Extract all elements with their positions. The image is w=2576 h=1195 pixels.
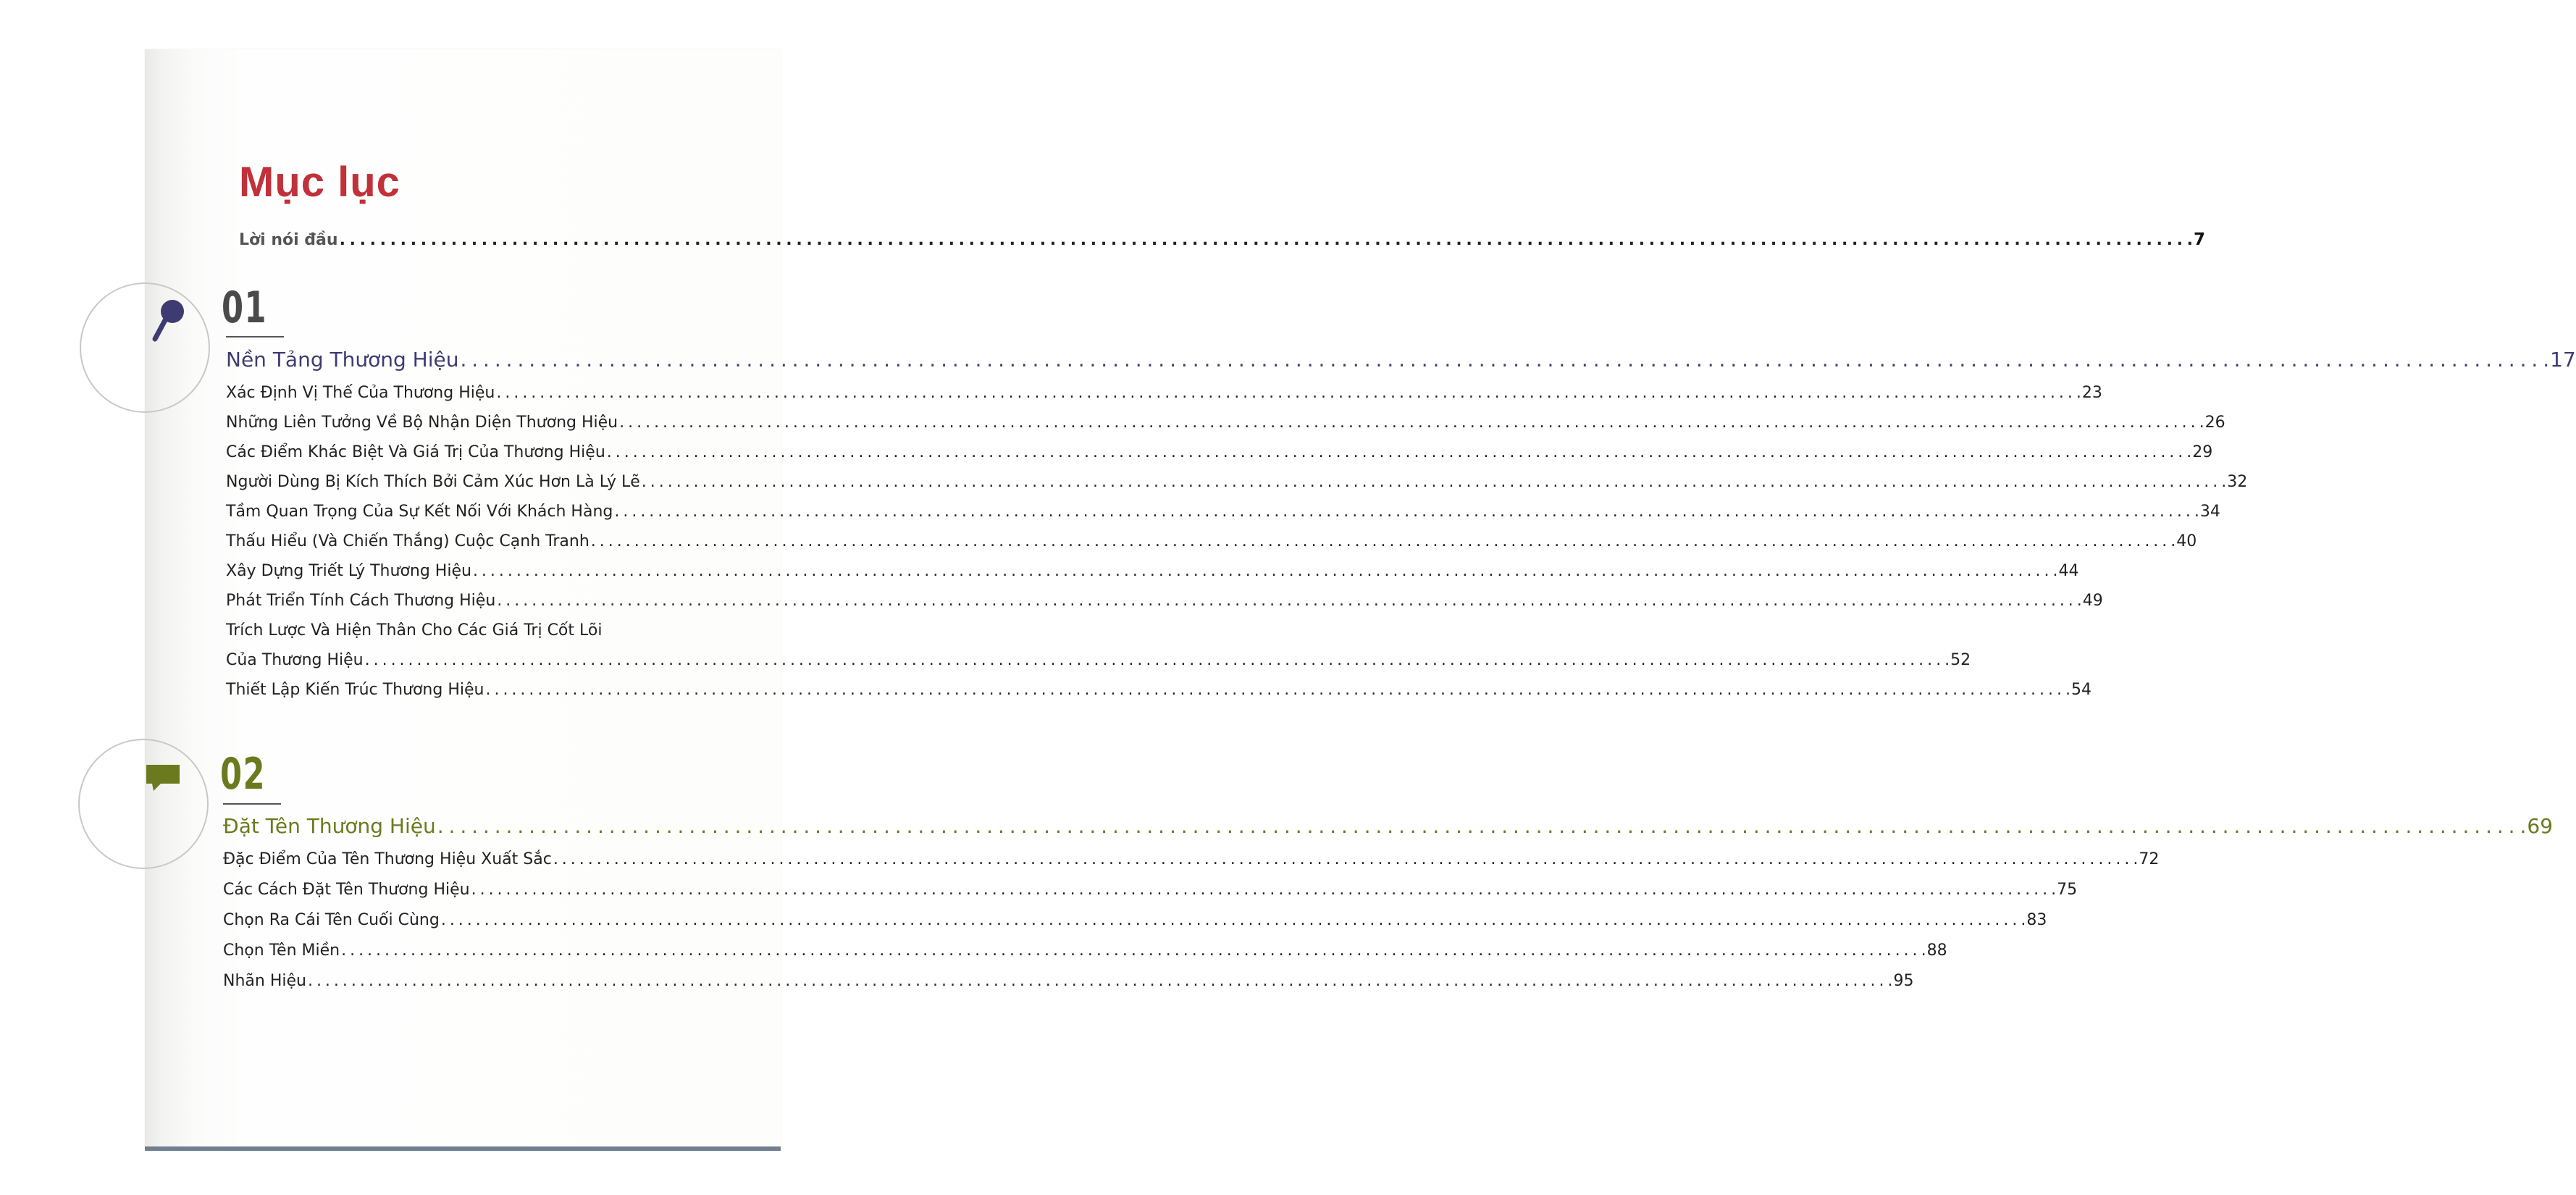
toc-entry-label: Chọn Ra Cái Tên Cuối Cùng bbox=[223, 911, 440, 929]
toc-entry-page: 34 bbox=[2199, 503, 2220, 521]
chapter-2-page: 69 bbox=[2527, 814, 2554, 838]
chapter-1-number: 01 bbox=[222, 282, 267, 333]
toc-entry-row[interactable] bbox=[226, 473, 2248, 491]
toc-entry-row[interactable] bbox=[226, 532, 2197, 550]
dot-leader bbox=[591, 532, 2176, 550]
dot-leader bbox=[471, 881, 2056, 899]
dot-leader bbox=[619, 414, 2204, 432]
speech-bubble-icon bbox=[145, 762, 188, 798]
toc-entry-page: 83 bbox=[2026, 911, 2047, 929]
toc-entry-label: Chọn Tên Miền bbox=[223, 942, 340, 960]
toc-entry-row[interactable] bbox=[223, 881, 2078, 899]
toc-entry-row[interactable] bbox=[226, 651, 1971, 669]
chapter-1-heading-row[interactable] bbox=[226, 348, 2576, 372]
toc-entry-label: Phát Triển Tính Cách Thương Hiệu bbox=[226, 592, 496, 610]
toc-entry-label: Các Cách Đặt Tên Thương Hiệu bbox=[223, 881, 470, 899]
toc-entry-page: 95 bbox=[1893, 972, 1914, 990]
toc-entry-page: 29 bbox=[2192, 443, 2213, 461]
dot-leader bbox=[642, 473, 2226, 491]
dot-leader bbox=[460, 348, 2548, 372]
toc-entry-row[interactable] bbox=[226, 384, 2102, 402]
dot-leader bbox=[437, 814, 2526, 838]
toc-entry-page: 49 bbox=[2082, 592, 2103, 610]
dot-leader bbox=[553, 850, 2138, 868]
toc-entry-row[interactable] bbox=[226, 414, 2225, 432]
toc-entry-page: 52 bbox=[1950, 651, 1971, 669]
chapter-1-page: 17 bbox=[2550, 348, 2576, 372]
chapter-2-title: Đặt Tên Thương Hiệu bbox=[223, 814, 436, 838]
toc-entry-label: Đặc Điểm Của Tên Thương Hiệu Xuất Sắc bbox=[223, 850, 552, 868]
dot-leader bbox=[497, 592, 2081, 610]
chapter-1-circle-decoration bbox=[80, 282, 210, 413]
toc-entry-label: Tầm Quan Trọng Của Sự Kết Nối Với Khách Hàng bbox=[226, 503, 613, 521]
toc-entry-row[interactable] bbox=[226, 562, 2079, 580]
chapter-2-number: 02 bbox=[220, 749, 266, 800]
dot-leader bbox=[614, 503, 2199, 521]
toc-entry-page: 26 bbox=[2204, 414, 2225, 432]
dot-leader bbox=[496, 384, 2081, 402]
toc-entry-page: 32 bbox=[2227, 473, 2248, 491]
toc-entry-label: Trích Lược Và Hiện Thân Cho Các Giá Trị Cốt Lõi bbox=[226, 621, 603, 640]
chapter-1-title: Nền Tảng Thương Hiệu bbox=[226, 348, 459, 372]
toc-entry-page: 54 bbox=[2071, 681, 2092, 699]
toc-entry-page: 23 bbox=[2081, 384, 2102, 402]
toc-entry-row[interactable] bbox=[223, 942, 1947, 960]
toc-entry-label: Lời nói đầu bbox=[239, 231, 338, 249]
toc-entry-row[interactable] bbox=[223, 850, 2160, 868]
dot-leader bbox=[473, 562, 2057, 580]
page-title: Mục lục bbox=[239, 159, 400, 206]
toc-entry-row[interactable] bbox=[223, 972, 1914, 990]
toc-entry-label: Thiết Lập Kiến Trúc Thương Hiệu bbox=[226, 681, 484, 699]
toc-entry-page: 40 bbox=[2176, 532, 2197, 550]
toc-entry-page: 75 bbox=[2057, 881, 2078, 899]
chapter-1-rule bbox=[226, 336, 284, 337]
toc-entry-label: Xây Dựng Triết Lý Thương Hiệu bbox=[226, 562, 471, 580]
dot-leader bbox=[340, 231, 2192, 249]
magnifier-icon bbox=[149, 297, 185, 348]
toc-entry-page: 44 bbox=[2058, 562, 2079, 580]
toc-entry-row[interactable] bbox=[223, 911, 2047, 929]
toc-entry-label: Xác Định Vị Thế Của Thương Hiệu bbox=[226, 384, 495, 402]
toc-entry-page: 72 bbox=[2139, 850, 2160, 868]
toc-entry-label: Các Điểm Khác Biệt Và Giá Trị Của Thương Hiệu bbox=[226, 443, 605, 461]
page-bottom-edge bbox=[145, 1146, 781, 1151]
dot-leader bbox=[341, 942, 1926, 960]
toc-entry-label: Những Liên Tưởng Về Bộ Nhận Diện Thương Hiệu bbox=[226, 414, 618, 432]
dot-leader bbox=[308, 972, 1892, 990]
toc-entry-label: Của Thương Hiệu bbox=[226, 651, 364, 669]
chapter-2-heading-row[interactable] bbox=[223, 814, 2554, 838]
toc-entry-row[interactable] bbox=[226, 681, 2092, 699]
dot-leader bbox=[365, 651, 1950, 669]
dot-leader bbox=[485, 681, 2070, 699]
toc-entry-row[interactable] bbox=[226, 503, 2220, 521]
dot-leader bbox=[607, 443, 2191, 461]
toc-entry-label: Người Dùng Bị Kích Thích Bởi Cảm Xúc Hơn Là Lý Lẽ bbox=[226, 473, 640, 491]
chapter-2-circle-decoration bbox=[78, 739, 209, 869]
toc-preface-row[interactable] bbox=[239, 230, 2205, 249]
toc-entry-label: Nhãn Hiệu bbox=[223, 972, 306, 990]
toc-entry-label: Thấu Hiểu (Và Chiến Thắng) Cuộc Cạnh Tranh bbox=[226, 532, 590, 550]
toc-entry-page: 7 bbox=[2193, 230, 2205, 249]
book-page bbox=[145, 49, 2576, 1149]
chapter-2-rule bbox=[223, 803, 281, 805]
toc-entry-row[interactable] bbox=[226, 621, 788, 640]
dot-leader bbox=[441, 911, 2026, 929]
toc-entry-page: 88 bbox=[1926, 942, 1947, 960]
toc-entry-row[interactable] bbox=[226, 443, 2213, 461]
toc-entry-row[interactable] bbox=[226, 592, 2103, 610]
